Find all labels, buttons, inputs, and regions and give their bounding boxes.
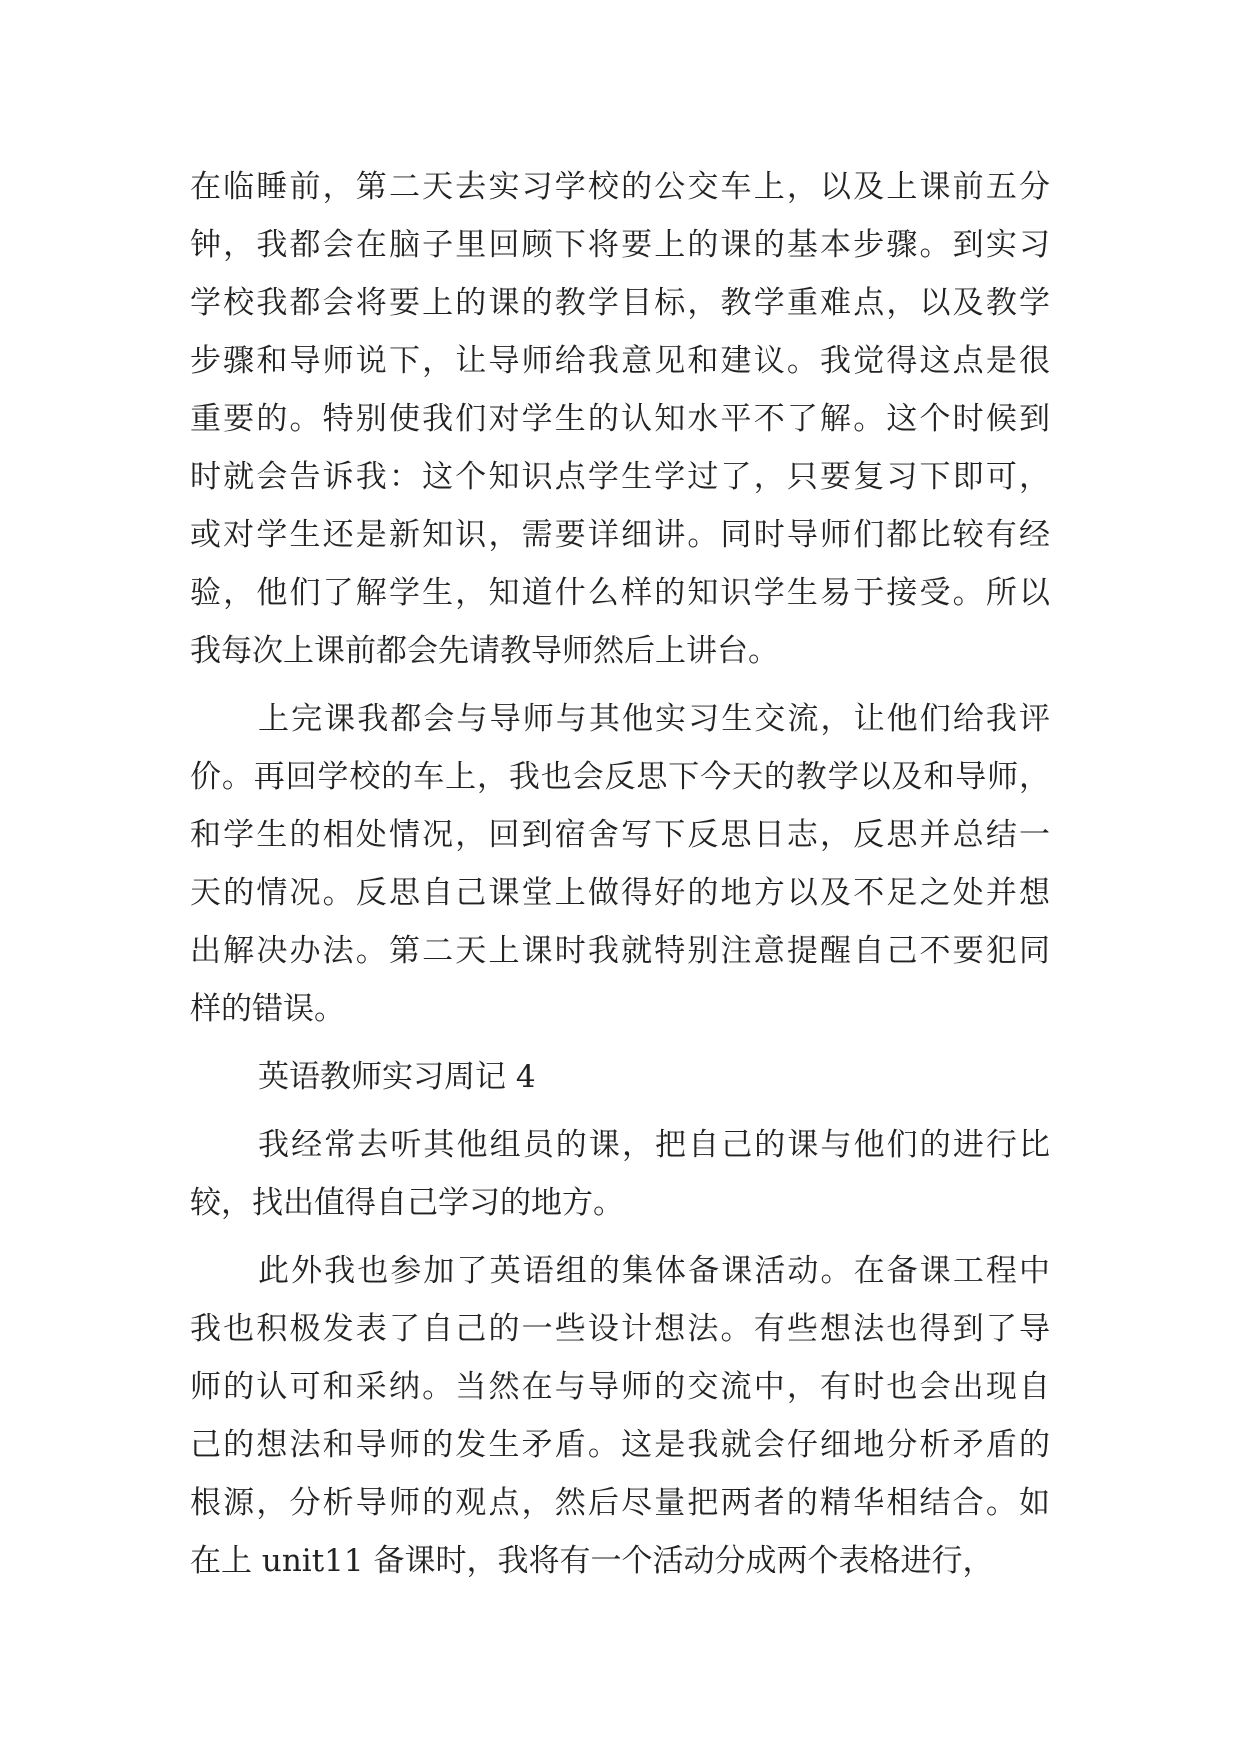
section-heading bbox=[190, 1048, 1050, 1106]
text-line: 学校我都会将要上的课的教学目标，教学重难点，以及教学 bbox=[190, 285, 1050, 321]
text-line: 天的情况。反思自己课堂上做得好的地方以及不足之处并想 bbox=[190, 875, 1050, 911]
text-line: 己的想法和导师的发生矛盾。这是我就会仔细地分析矛盾的 bbox=[190, 1427, 1050, 1463]
text-line: 较，找出值得自己学习的地方。 bbox=[190, 1185, 624, 1221]
text-line: 上完课我都会与导师与其他实习生交流，让他们给我评 bbox=[258, 701, 1050, 737]
text-line: 步骤和导师说下，让导师给我意见和建议。我觉得这点是很 bbox=[190, 343, 1050, 379]
text-line: 根源，分析导师的观点，然后尽量把两者的精华相结合。如 bbox=[190, 1485, 1050, 1521]
text-line: 重要的。特别使我们对学生的认知水平不了解。这个时候到 bbox=[190, 401, 1050, 437]
paragraph bbox=[190, 158, 1050, 680]
text-line: 在上 unit11 备课时，我将有一个活动分成两个表格进行， bbox=[190, 1543, 994, 1579]
paragraph bbox=[190, 690, 1050, 1038]
text-line: 价。再回学校的车上，我也会反思下今天的教学以及和导师， bbox=[190, 759, 1050, 795]
paragraph-spacer bbox=[190, 1232, 1050, 1242]
text-line: 英语教师实习周记 4 bbox=[258, 1059, 536, 1095]
text-line: 出解决办法。第二天上课时我就特别注意提醒自己不要犯同 bbox=[190, 933, 1050, 969]
text-line: 我也积极发表了自己的一些设计想法。有些想法也得到了导 bbox=[190, 1311, 1050, 1347]
text-line: 或对学生还是新知识，需要详细讲。同时导师们都比较有经 bbox=[190, 517, 1050, 553]
text-line: 在临睡前，第二天去实习学校的公交车上，以及上课前五分 bbox=[190, 169, 1050, 205]
text-line: 时就会告诉我：这个知识点学生学过了，只要复习下即可， bbox=[190, 459, 1050, 495]
paragraph-spacer bbox=[190, 1106, 1050, 1116]
text-line: 验，他们了解学生，知道什么样的知识学生易于接受。所以 bbox=[190, 575, 1050, 611]
text-line: 师的认可和采纳。当然在与导师的交流中，有时也会出现自 bbox=[190, 1369, 1050, 1405]
text-line: 和学生的相处情况，回到宿舍写下反思日志，反思并总结一 bbox=[190, 817, 1050, 853]
paragraph-spacer bbox=[190, 680, 1050, 690]
text-line: 样的错误。 bbox=[190, 991, 345, 1027]
text-line: 此外我也参加了英语组的集体备课活动。在备课工程中 bbox=[258, 1253, 1050, 1289]
paragraph-spacer bbox=[190, 1038, 1050, 1048]
document-body bbox=[190, 158, 1050, 1590]
paragraph bbox=[190, 1116, 1050, 1232]
paragraph bbox=[190, 1242, 1050, 1590]
text-line: 我经常去听其他组员的课，把自己的课与他们的进行比 bbox=[258, 1127, 1050, 1163]
text-line: 钟，我都会在脑子里回顾下将要上的课的基本步骤。到实习 bbox=[190, 227, 1050, 263]
text-line: 我每次上课前都会先请教导师然后上讲台。 bbox=[190, 633, 779, 669]
